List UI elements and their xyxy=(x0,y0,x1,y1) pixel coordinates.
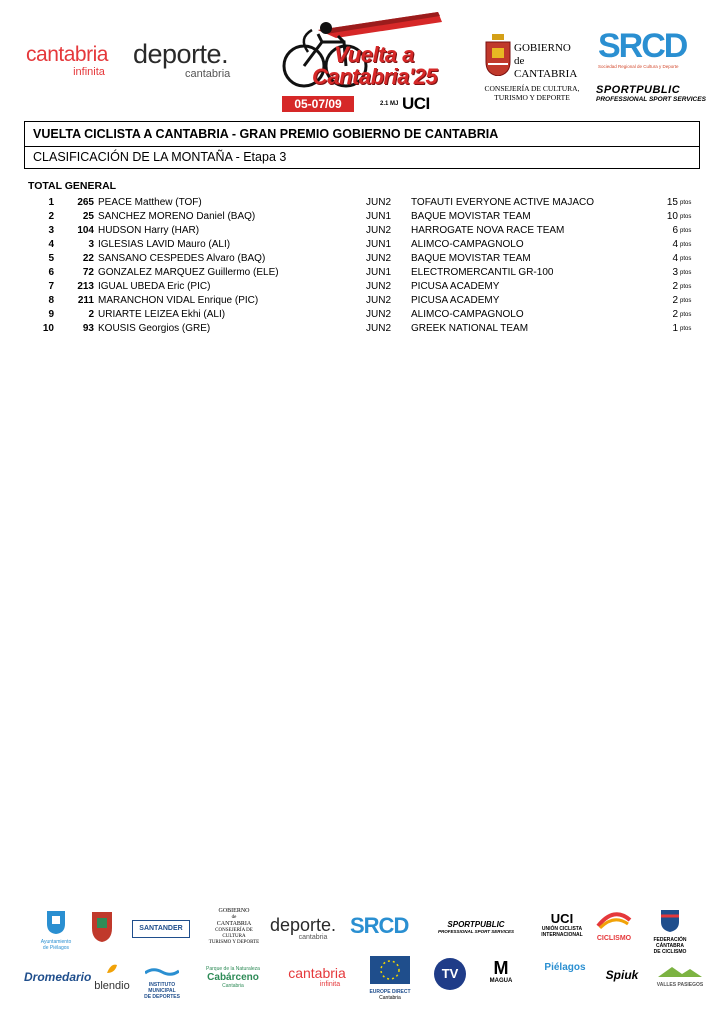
dorsal-cell: 104 xyxy=(77,225,94,236)
position-cell: 4 xyxy=(48,239,54,250)
deporte-footer-line1: deporte. xyxy=(269,915,337,935)
fcc-logo xyxy=(644,908,696,955)
dorsal-cell: 22 xyxy=(82,253,94,264)
gobierno-line3: CANTABRIA xyxy=(514,68,578,80)
spiuk-logo: Spiuk xyxy=(605,968,639,982)
category-cell: JUN1 xyxy=(366,211,392,222)
points-cell: 2 xyxy=(672,295,678,306)
table-row xyxy=(0,308,724,322)
valles-text: VALLES PASIEGOS xyxy=(656,982,704,988)
dorsal-cell: 2 xyxy=(88,309,94,320)
leaf-icon xyxy=(105,963,119,975)
position-cell: 5 xyxy=(48,253,54,264)
srcd-logo-text: SRCD xyxy=(598,27,687,65)
points-cell: 4 xyxy=(672,253,678,264)
shield-icon xyxy=(660,908,680,932)
pielagos-footer-logo xyxy=(540,962,590,974)
uci-footer-line3: INTERNACIONAL xyxy=(541,932,583,938)
team-cell: TOFAUTI EVERYONE ACTIVE MAJACO xyxy=(411,197,595,208)
sportpublic-footer-logo xyxy=(430,920,522,935)
uci-logo-text: UCI xyxy=(402,94,430,113)
dorsal-cell: 25 xyxy=(82,211,94,222)
sportpublic-footer-line1: SPORTPUBLIC xyxy=(447,920,505,929)
team-cell: BAQUE MOVISTAR TEAM xyxy=(411,253,531,264)
table-row xyxy=(0,266,724,280)
rider-name-cell: KOUSIS Georgios (GRE) xyxy=(98,323,211,334)
deporte-logo-text: deporte. xyxy=(133,39,229,69)
points-cell: 2 xyxy=(672,281,678,292)
points-unit: ptos xyxy=(680,326,692,332)
category-cell: JUN2 xyxy=(366,225,392,236)
team-cell: ALIMCO-CAMPAGNOLO xyxy=(411,309,524,320)
cabarceno-line1: Parque de la Naturaleza xyxy=(206,966,260,972)
rider-name-cell: IGUAL UBEDA Eric (PIC) xyxy=(98,281,211,292)
classification-title: CLASIFICACIÓN DE LA MONTAÑA - Etapa 3 xyxy=(33,150,287,164)
category-cell: JUN2 xyxy=(366,253,392,264)
points-cell: 1 xyxy=(672,323,678,334)
infinita-logo-text: infinita xyxy=(73,66,105,78)
category-cell: JUN1 xyxy=(366,239,392,250)
vuelta-cantabria-logo xyxy=(278,8,448,112)
rider-name-cell: SANCHEZ MORENO Daniel (BAQ) xyxy=(98,211,256,222)
consejeria-line2: TURISMO Y DEPORTE xyxy=(494,93,570,102)
europe-line1: EUROPE DIRECT xyxy=(369,989,411,995)
swoosh-icon xyxy=(596,910,632,930)
rider-name-cell: MARANCHON VIDAL Enrique (PIC) xyxy=(98,295,259,306)
position-cell: 9 xyxy=(48,309,54,320)
magua-icon: M xyxy=(493,958,509,978)
deporte-logo-subtext: cantabria xyxy=(185,68,231,80)
position-cell: 2 xyxy=(48,211,54,222)
blendio-text: blendio xyxy=(94,980,130,992)
gob-footer-line4: CONSEJERÍA DE CULTURA xyxy=(215,928,253,939)
consejeria-line1: CONSEJERÍA DE CULTURA, xyxy=(484,84,580,93)
category-cell: JUN2 xyxy=(366,295,392,306)
points-cell: 2 xyxy=(672,309,678,320)
srcd-footer-logo: SRCD xyxy=(350,913,409,938)
shield-logo xyxy=(90,908,114,947)
points-unit: ptos xyxy=(680,256,692,262)
section-label: TOTAL GENERAL xyxy=(28,180,117,192)
points-cell: 4 xyxy=(672,239,678,250)
dorsal-cell: 3 xyxy=(88,239,94,250)
imd-logo xyxy=(142,964,182,1000)
deporte-footer-line2: cantabria xyxy=(298,934,328,941)
team-cell: ALIMCO-CAMPAGNOLO xyxy=(411,239,524,250)
cabarceno-line3: Cantabria xyxy=(222,983,244,989)
pielagos2-text: Piélagos xyxy=(544,962,586,973)
dorsal-cell: 93 xyxy=(82,323,94,334)
deporte-footer-logo xyxy=(268,916,338,942)
magua-text: MAGUA xyxy=(489,978,513,984)
cabarceno-line2: Cabárceno xyxy=(207,972,259,983)
table-row xyxy=(0,252,724,266)
table-row xyxy=(0,280,724,294)
vuelta-title-line1: Vuelta a xyxy=(334,42,414,67)
team-cell: GREEK NATIONAL TEAM xyxy=(411,323,529,334)
points-cell: 15 xyxy=(666,197,678,208)
magua-logo xyxy=(484,958,518,985)
cantabria-footer-line2: infinita xyxy=(319,981,341,988)
team-cell: ELECTROMERCANTIL GR-100 xyxy=(411,267,554,278)
valles-pasiegos-logo xyxy=(652,964,708,988)
gob-footer-line2: de xyxy=(231,915,237,920)
pielagos-line1: Ayuntamiento xyxy=(40,939,72,945)
santander-logo: SANTANDER xyxy=(132,920,190,938)
deporte-cantabria-logo xyxy=(133,40,253,80)
cabarceno-logo xyxy=(200,966,266,989)
position-cell: 1 xyxy=(48,197,54,208)
uci-footer-line2: UNIÓN CICLISTA xyxy=(541,926,583,932)
category-cell: JUN2 xyxy=(366,323,392,334)
position-cell: 7 xyxy=(48,281,54,292)
uci-footer-logo xyxy=(540,912,584,938)
cantabria-logo-text: cantabria xyxy=(26,43,108,66)
category-cell: JUN2 xyxy=(366,309,392,320)
team-cell: BAQUE MOVISTAR TEAM xyxy=(411,211,531,222)
sport-public-logo xyxy=(596,84,712,104)
team-cell: HARROGATE NOVA RACE TEAM xyxy=(411,225,565,236)
rider-name-cell: URIARTE LEIZEA Ekhi (ALI) xyxy=(98,309,226,320)
rider-name-cell: PEACE Matthew (TOF) xyxy=(98,197,202,208)
coat-of-arms-icon xyxy=(91,908,113,942)
srcd-logo-subtext: Sociedad Regional de Cultura y Deporte xyxy=(598,64,679,69)
position-cell: 3 xyxy=(48,225,54,236)
points-unit: ptos xyxy=(680,312,692,318)
results-table xyxy=(0,196,724,336)
dorsal-cell: 213 xyxy=(77,281,94,292)
dorsal-cell: 211 xyxy=(77,295,94,306)
team-cell: PICUSA ACADEMY xyxy=(411,281,500,292)
mountain-icon xyxy=(658,965,702,977)
points-unit: ptos xyxy=(680,228,692,234)
gobierno-footer-logo xyxy=(206,908,262,946)
points-unit: ptos xyxy=(680,214,692,220)
uci-footer-line1: UCI xyxy=(550,911,574,926)
table-row xyxy=(0,322,724,336)
gobierno-line1: GOBIERNO xyxy=(514,42,571,54)
gob-footer-line3: CANTABRIA xyxy=(216,921,252,927)
europe-direct-logo xyxy=(368,956,412,1001)
points-unit: ptos xyxy=(680,200,692,206)
points-unit: ptos xyxy=(680,284,692,290)
cantabria-footer-line1: cantabria xyxy=(288,965,346,981)
dorsal-cell: 72 xyxy=(82,267,94,278)
sport-public-subtext: PROFESSIONAL SPORT SERVICES xyxy=(596,96,706,103)
gobierno-logo-text xyxy=(514,42,577,81)
rfec-logo xyxy=(592,910,636,943)
tv-logo: TV xyxy=(434,958,466,990)
rfec-line1: CICLISMO xyxy=(596,935,632,942)
sponsor-footer xyxy=(0,898,724,1008)
points-unit: ptos xyxy=(680,270,692,276)
category-cell: JUN2 xyxy=(366,281,392,292)
position-cell: 8 xyxy=(48,295,54,306)
cantabria-footer-logo xyxy=(280,966,354,989)
team-cell: PICUSA ACADEMY xyxy=(411,295,500,306)
vuelta-dates: 05-07/09 xyxy=(282,96,354,112)
pielagos-logo xyxy=(36,908,76,951)
points-cell: 3 xyxy=(672,267,678,278)
table-row xyxy=(0,210,724,224)
sportpublic-footer-line2: PROFESSIONAL SPORT SERVICES xyxy=(437,929,515,934)
eu-flag-icon xyxy=(370,956,410,984)
rider-name-cell: HUDSON Harry (HAR) xyxy=(98,225,200,236)
pielagos-line2: de Piélagos xyxy=(42,945,70,951)
gobierno-line2: de xyxy=(514,55,525,67)
title-box xyxy=(24,121,700,169)
imd-line1: INSTITUTO MUNICIPAL xyxy=(148,982,176,994)
category-cell: JUN1 xyxy=(366,267,392,278)
vuelta-category: 2.1 MJ xyxy=(380,101,399,107)
points-unit: ptos xyxy=(680,242,692,248)
position-cell: 10 xyxy=(42,323,54,334)
rider-name-cell: SANSANO CESPEDES Alvaro (BAQ) xyxy=(98,253,266,264)
category-cell: JUN2 xyxy=(366,197,392,208)
imd-line2: DE DEPORTES xyxy=(144,994,180,1000)
gobierno-cantabria-logo xyxy=(482,32,582,104)
table-row xyxy=(0,238,724,252)
blendio-logo xyxy=(88,962,136,992)
gob-footer-line5: TURISMO Y DEPORTE xyxy=(208,940,260,945)
table-row xyxy=(0,196,724,210)
dorsal-cell: 265 xyxy=(77,197,94,208)
gob-footer-line1: GOBIERNO xyxy=(218,908,250,914)
coat-of-arms-icon xyxy=(46,908,66,934)
fcc-line1: FEDERACIÓN CÁNTABRA xyxy=(653,937,687,949)
points-unit: ptos xyxy=(680,298,692,304)
points-cell: 6 xyxy=(672,225,678,236)
sport-public-text: SPORTPUBLIC xyxy=(596,84,681,96)
table-row xyxy=(0,224,724,238)
race-title: VUELTA CICLISTA A CANTABRIA - GRAN PREMIO GOBIERNO DE CANTABRIA xyxy=(25,122,699,147)
wave-icon xyxy=(145,967,179,977)
fcc-line2: DE CICLISMO xyxy=(653,949,687,955)
cantabria-infinita-logo xyxy=(14,44,120,78)
position-cell: 6 xyxy=(48,267,54,278)
consejeria-text xyxy=(482,84,582,102)
rider-name-cell: IGLESIAS LAVID Mauro (ALI) xyxy=(98,239,231,250)
points-cell: 10 xyxy=(666,211,678,222)
table-row xyxy=(0,294,724,308)
europe-line2: Cantabria xyxy=(379,995,401,1001)
vuelta-title-line2: Cantabria'25 xyxy=(312,64,438,89)
dromedario-logo: Dromedario xyxy=(24,970,92,984)
srcd-logo xyxy=(598,28,710,74)
rider-name-cell: GONZALEZ MARQUEZ Guillermo (ELE) xyxy=(98,267,279,278)
coat-of-arms-icon xyxy=(484,34,512,76)
